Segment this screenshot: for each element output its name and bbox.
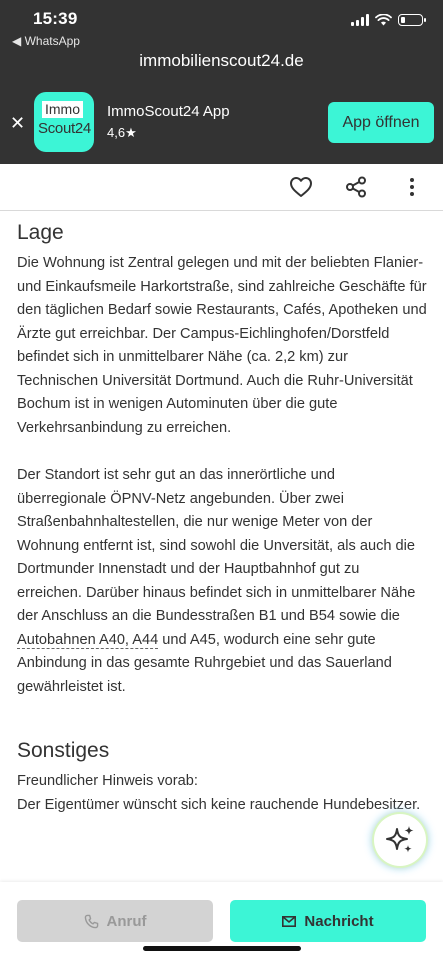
immoscout-app-icon bbox=[34, 92, 94, 152]
envelope-icon bbox=[282, 916, 296, 927]
sonstiges-line-1: Freundlicher Hinweis vorab: bbox=[17, 773, 198, 789]
autobahn-link[interactable]: Autobahnen A40, A44 bbox=[17, 631, 159, 648]
section-title-lage: Lage bbox=[17, 221, 64, 244]
call-button-label: Anruf bbox=[106, 912, 147, 930]
battery-level bbox=[401, 17, 406, 23]
address-bar-url[interactable]: immobilienscout24.de bbox=[139, 51, 304, 70]
close-banner-button[interactable]: ✕ bbox=[10, 113, 26, 133]
more-options-button[interactable] bbox=[396, 171, 428, 203]
call-button[interactable] bbox=[17, 900, 213, 942]
clock: 15:39 bbox=[33, 9, 78, 28]
app-name: ImmoScout24 App bbox=[107, 103, 230, 120]
battery-icon bbox=[398, 14, 423, 26]
more-vertical-icon bbox=[409, 177, 415, 197]
listing-action-bar bbox=[0, 164, 443, 211]
app-icon-text-1: Immo bbox=[42, 101, 83, 118]
lage-paragraph-1: Die Wohnung ist Zentral gelegen und mit der beliebten Flanier- und Einkaufsmeile Harkortstraße, sind zahlreiche Geschäfte für den täglichen Bedarf sowie Restaurants, Cafés, Apotheken und Ärzte gut erreichbar. Der Campus-Eichlinghofen/Dorstfeld befindet sich in unmittelbarer Nähe (ca. 2,2 km) zur Technischen Universität Dortmund. Auch die Ruhr-Universität Bochum ist in wenigen Autominuten über die gute Verkehrsanbindung zu erreichen. bbox=[17, 255, 427, 436]
wifi-icon bbox=[375, 14, 392, 26]
heart-icon bbox=[289, 176, 313, 198]
open-app-button[interactable]: App öffnen bbox=[328, 102, 434, 143]
message-button[interactable] bbox=[230, 900, 426, 942]
section-title-sonstiges: Sonstiges bbox=[17, 739, 110, 762]
app-install-banner bbox=[0, 82, 443, 164]
sparkles-icon bbox=[383, 823, 417, 857]
share-button[interactable] bbox=[340, 171, 372, 203]
home-indicator bbox=[143, 946, 301, 951]
app-icon-text-2: Scout24 bbox=[38, 120, 91, 137]
sonstiges-line-2: Der Eigentümer wünscht sich keine rauchende Hundebesitzer. bbox=[17, 796, 421, 813]
back-to-whatsapp-link[interactable]: ◀ WhatsApp bbox=[12, 34, 80, 48]
lage-paragraph-2-text-end: und A45, wodurch eine sehr gute Anbindung in das gesamte Ruhrgebiet und das Sauerland gewährleistet ist. bbox=[17, 631, 392, 695]
status-bar bbox=[0, 0, 443, 82]
app-rating: 4,6★ bbox=[107, 125, 137, 140]
favorite-button[interactable] bbox=[285, 171, 317, 203]
sonstiges-paragraph bbox=[17, 770, 427, 817]
ai-assistant-button[interactable] bbox=[374, 814, 426, 866]
phone-icon bbox=[84, 914, 99, 929]
lage-paragraph-2-text-start: Der Standort ist sehr gut an das innerörtliche und überregionale ÖPNV-Netz angebunden. Über zwei Straßenbahnhaltestellen, die nur wenige Meter von der Wohnung entfernt ist, sind sowohl die Unversität, als auch die Dortmunder Innenstadt und der Hauptbahnhof gut zu erreichen. Darüber hinaus befindet sich in unmittelbarer Nähe der Anschluss an die Bundesstraßen B1 und B54 sowie die bbox=[17, 467, 416, 624]
message-button-label: Nachricht bbox=[304, 912, 374, 930]
lage-paragraph-2 bbox=[17, 464, 427, 699]
status-icons bbox=[351, 14, 423, 26]
share-icon bbox=[345, 176, 367, 198]
signal-icon bbox=[351, 14, 369, 26]
